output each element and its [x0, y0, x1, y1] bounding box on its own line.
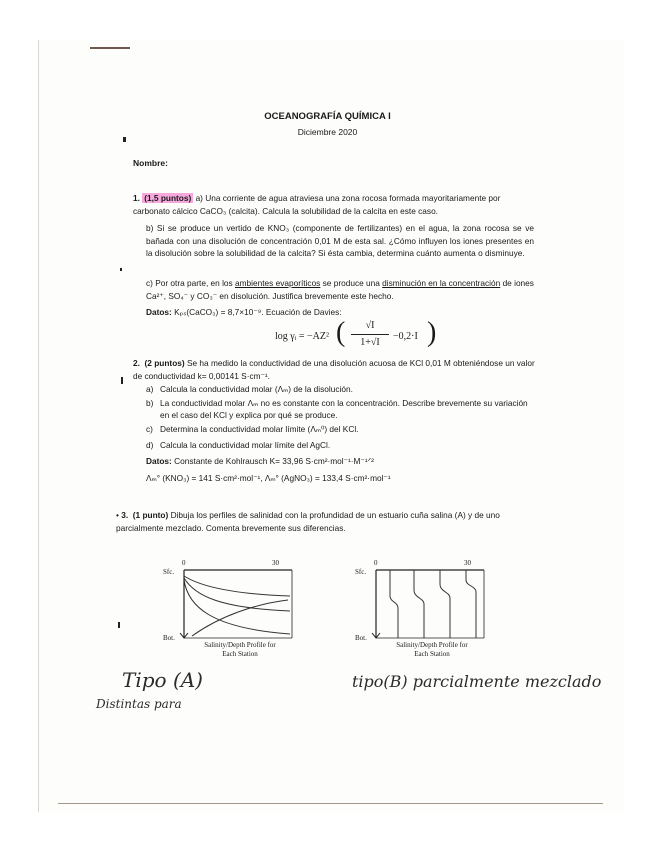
- equation-paren-left: (: [336, 317, 346, 348]
- surface-label: Sfc.: [163, 568, 175, 576]
- q2-item-c: [146, 423, 536, 436]
- q2-item-a-label: a): [146, 384, 154, 394]
- q2-item-b-label: b): [146, 397, 154, 408]
- q2-datos-line2: Λₘ° (KNO₃) = 141 S·cm²·mol⁻¹, Λₘ° (AgNO₃) = 133,4 S·cm²·mol⁻¹: [146, 473, 391, 483]
- question-1-c: [146, 277, 536, 302]
- q2-items: [146, 383, 536, 452]
- figure-a-caption: [180, 641, 300, 659]
- profile-step-1: [390, 570, 398, 638]
- bottom-label: Bot.: [163, 634, 175, 642]
- q1-datos-label: Datos:: [146, 307, 172, 317]
- handwritten-distintos: Distintas para: [96, 697, 182, 711]
- pen-stroke-top: [90, 47, 130, 49]
- caption-line-1: Salinity/Depth Profile for: [396, 641, 468, 649]
- profile-curve-3: [184, 580, 290, 634]
- q1-points-highlight: (1,5 puntos): [144, 193, 192, 203]
- q2-item-b-text: La conductividad molar Λₘ no es constante con la concentración. Describe brevemente su variación en el caso del KCl y explica por qué se produce.: [160, 397, 528, 421]
- profile-step-2: [414, 570, 424, 638]
- handwritten-tipo-b: tipo(B) parcialmente mezclado: [352, 672, 602, 691]
- speck: [120, 268, 122, 271]
- q2-datos-label: Datos:: [146, 456, 172, 466]
- equation-numerator: √I: [365, 320, 375, 331]
- tick-max: 30: [464, 559, 471, 567]
- page-bottom-edge: [58, 803, 603, 804]
- speck: [123, 137, 126, 142]
- q2-item-b: [146, 397, 536, 422]
- speck: [118, 622, 120, 628]
- q2-item-c-label: c): [146, 423, 153, 434]
- figure-b: [352, 556, 502, 666]
- tick-max: 30: [272, 559, 279, 567]
- q2-item-c-text: Determina la conductividad molar límite (Λₘ⁰) del KCl.: [160, 423, 359, 434]
- q3-points: (1 punto): [132, 510, 169, 520]
- q2-item-d: [146, 439, 536, 452]
- equation-rhs: −0,2·I: [393, 331, 418, 342]
- profile-curve-4: [192, 600, 288, 636]
- profile-step-4: [466, 570, 476, 638]
- q2-intro-text: Se ha medido la conductividad de una disolución acuosa de KCl 0,01 M obteniéndose un valor de conductividad k= 0,00141 S·cm⁻¹.: [133, 358, 535, 381]
- tick-min: 0: [374, 559, 378, 567]
- q2-number: 2.: [133, 358, 140, 368]
- depth-arrow: [372, 570, 380, 638]
- q1-c-post: de iones Ca²⁺, SO₄⁻ y CO₃⁻ en disolución. Justifica brevemente este hecho.: [146, 278, 534, 301]
- q1-c-underline-2: disminución en la concentración: [382, 278, 501, 288]
- fraction-bar: [351, 334, 389, 335]
- q2-points: (2 puntos): [144, 358, 185, 368]
- exam-date: Diciembre 2020: [297, 127, 358, 137]
- q3-bullet: •: [116, 510, 119, 520]
- figure-a: [160, 556, 310, 666]
- caption-line-1: Salinity/Depth Profile for: [204, 641, 276, 649]
- caption-line-2: Each Station: [222, 650, 258, 658]
- q1-a-text: a) Una corriente de agua atraviesa una zona rocosa formada mayoritariamente por carbonato cálcico CaCO₃ (calcita). Calcula la solubilidad de la calcita en este caso.: [133, 193, 501, 216]
- question-3: [116, 509, 536, 534]
- name-label: Nombre:: [133, 158, 168, 168]
- q2-datos-text: Constante de Kohlrausch K= 33,96 S·cm²·mol⁻¹·M⁻¹ᐟ²: [174, 456, 374, 466]
- q2-item-d-label: d): [146, 440, 154, 451]
- q3-text: Dibuja los perfiles de salinidad con la profundidad de un estuario cuña salina (A) y de uno parcialmente mezclado. Comenta brevemente sus diferencias.: [116, 510, 500, 533]
- figure-b-caption: [372, 641, 492, 659]
- q2-item-a: [146, 383, 536, 396]
- q1-c-mid: se produce una: [322, 278, 380, 288]
- question-1-a: [133, 192, 533, 217]
- bottom-label: Bot.: [355, 634, 367, 642]
- exam-title: OCEANOGRAFÍA QUÍMICA I: [264, 111, 391, 122]
- q1-b-text: b) Si se produce un vertido de KNO₃ (componente de fertilizantes) en el agua, la zona rocosa se ve bañada con una disolución de concentración 0,01 M de esta sal. ¿Cómo influyen los iones presentes en la disolución sobre la solubilidad de la calcita? Si ésta cambia, determina cuánto aumenta o disminuye.: [146, 223, 534, 259]
- tick-min: 0: [182, 559, 186, 567]
- equation-denominator: 1+√I: [360, 337, 380, 348]
- question-2-intro: [133, 357, 535, 382]
- q3-number: 3.: [121, 510, 129, 520]
- handwritten-tipo-a: Tipo (A): [122, 668, 203, 692]
- profile-step-3: [440, 570, 450, 638]
- q2-item-a-text: Calcula la conductividad molar (Λₘ) de la disolución.: [160, 384, 353, 394]
- q2-item-d-text: Calcula la conductividad molar límite del AgCl.: [160, 440, 331, 451]
- caption-line-2: Each Station: [414, 650, 450, 658]
- depth-arrow: [180, 570, 188, 638]
- q1-datos-text: Kₚₛ(CaCO₃) = 8,7×10⁻⁹. Ecuación de Davies:: [174, 307, 342, 317]
- q2-datos: [146, 455, 546, 468]
- equation-paren-right: ): [427, 317, 437, 348]
- surface-label: Sfc.: [355, 568, 367, 576]
- equation-lhs: log γᵢ = −AZ²: [275, 331, 329, 342]
- q1-number: 1.: [133, 193, 140, 203]
- q1-c-underline-1: ambientes evaporíticos: [235, 278, 321, 288]
- q1-c-pre: c) Por otra parte, en los: [146, 278, 233, 288]
- speck: [121, 377, 123, 384]
